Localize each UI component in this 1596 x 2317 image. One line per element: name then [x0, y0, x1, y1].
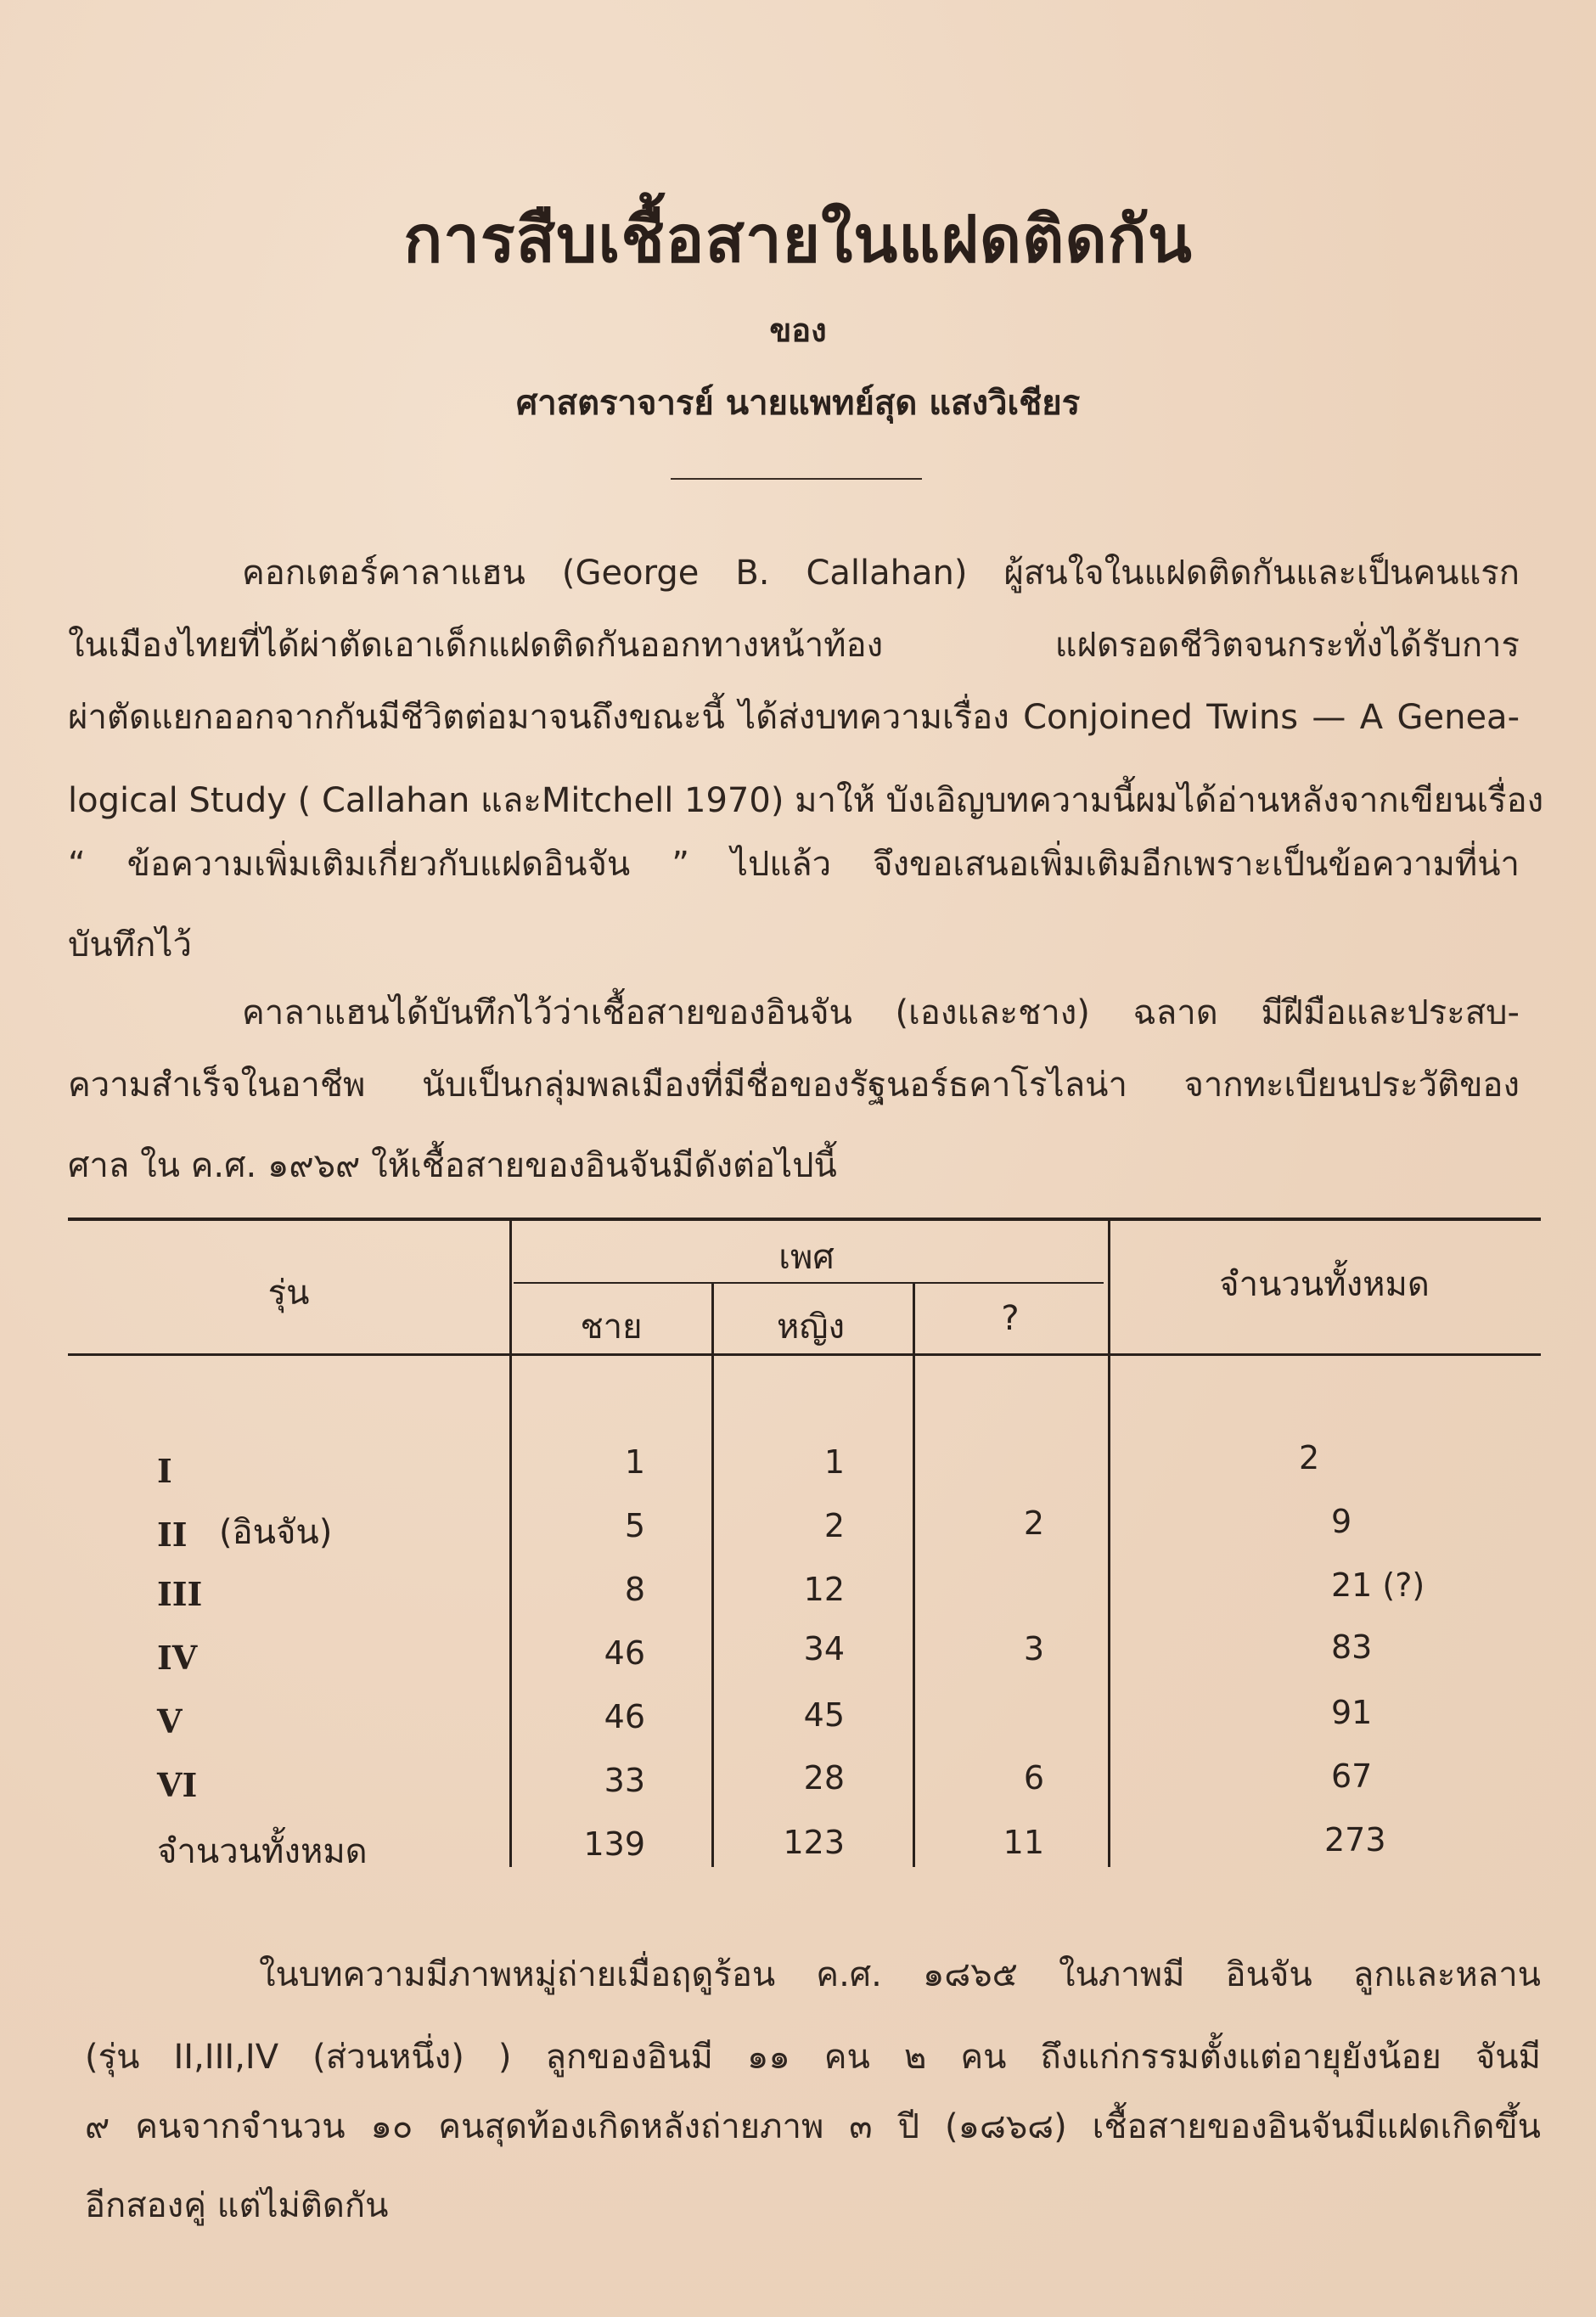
- male-count: 5: [624, 1507, 645, 1544]
- female-count: 28: [803, 1759, 845, 1797]
- total-count: 2: [1299, 1439, 1320, 1476]
- generation-label: IV: [157, 1639, 198, 1677]
- paragraph-3-line: ๙ คนจากจำนวน ๑๐ คนสุดท้องเกิดหลังถ่ายภาพ ๓ ปี (๑๘๖๘) เชื้อสายของอินจันมีแฝดเกิดขึ้น: [85, 2107, 1541, 2146]
- female-count: 34: [803, 1630, 845, 1667]
- generation-label: I: [157, 1452, 172, 1490]
- male-total: 139: [583, 1825, 645, 1863]
- article-title: การสืบเชื้อสายในแฝดติดกัน: [403, 201, 1193, 277]
- female-count: 45: [803, 1696, 845, 1734]
- total-count: 9: [1331, 1503, 1352, 1540]
- grand-total: 273: [1324, 1821, 1386, 1859]
- total-count: 83: [1331, 1628, 1373, 1666]
- total-count: 91: [1331, 1694, 1373, 1731]
- male-count: 33: [604, 1762, 645, 1799]
- paragraph-3-line: ในบทความมีภาพหมู่ถ่ายเมื่อฤดูร้อน ค.ศ. ๑๘๖๕ ในภาพมี อินจัน ลูกและหลาน: [259, 1955, 1541, 1994]
- table-top-rule: [68, 1218, 1541, 1221]
- male-count: 8: [624, 1571, 645, 1608]
- total-count: 67: [1331, 1757, 1373, 1795]
- header-sex: เพศ: [778, 1238, 835, 1277]
- male-count: 1: [624, 1443, 645, 1481]
- header-unknown: ?: [1001, 1299, 1020, 1338]
- unknown-count: 6: [1023, 1759, 1044, 1797]
- paragraph-1-line: logical Study ( Callahan และMitchell 1970) มาให้ บังเอิญบทความนี้ผมได้อ่านหลังจากเขียนเรื่อง: [68, 781, 1544, 820]
- table-divider: [1108, 1218, 1110, 1867]
- paragraph-1-line: “ ข้อความเพิ่มเติมเกี่ยวกับแฝดอินจัน ” ไปแล้ว จึงขอเสนอเพิ่มเติมอีกเพราะเป็นข้อความที่น่า: [68, 845, 1520, 884]
- header-female: หญิง: [777, 1308, 845, 1347]
- header-total: จำนวนทั้งหมด: [1219, 1265, 1430, 1304]
- female-count: 12: [803, 1571, 845, 1608]
- table-header-rule: [68, 1353, 1541, 1356]
- generation-label: VI: [157, 1766, 198, 1804]
- header-male: ชาย: [580, 1308, 643, 1347]
- female-total: 123: [783, 1824, 845, 1861]
- table-divider: [711, 1284, 714, 1867]
- total-count: 21 (?): [1331, 1566, 1425, 1604]
- unknown-total: 11: [1003, 1824, 1044, 1861]
- paragraph-1-line: คอกเตอร์คาลาแฮน (George B. Callahan) ผู้สนใจในแฝดติดกันและเป็นคนแรก: [242, 554, 1520, 593]
- generation-label: III: [157, 1575, 203, 1613]
- unknown-count: 3: [1023, 1630, 1044, 1667]
- paragraph-1-line: ผ่าตัดแยกออกจากกันมีชีวิตต่อมาจนถึงขณะนี้ ได้ส่งบทความเรื่อง Conjoined Twins — A Genea-: [68, 698, 1520, 737]
- paragraph-3-line: อีกสองคู่ แต่ไม่ติดกัน: [85, 2186, 389, 2225]
- title-divider: [671, 478, 922, 480]
- paragraph-3-line: (รุ่น II,III,IV (ส่วนหนึ่ง) ) ลูกของอินมี ๑๑ คน ๒ คน ถึงแก่กรรมตั้งแต่อายุยังน้อย จันมี: [85, 2038, 1541, 2077]
- paragraph-1-line: ในเมืองไทยที่ได้ผ่าตัดเอาเด็กแฝดติดกันออกทางหน้าท้อง แฝดรอดชีวิตจนกระทั่งได้รับการ: [68, 626, 1520, 665]
- table-divider: [913, 1284, 915, 1867]
- paragraph-1-line: บันทึกไว้: [68, 925, 192, 964]
- total-row-label: จำนวนทั้งหมด: [157, 1832, 368, 1871]
- generation-note: (อินจัน): [219, 1513, 333, 1552]
- author-name: ศาสตราจารย์ นายแพทย์สุด แสงวิเชียร: [515, 384, 1081, 423]
- generation-label: II: [157, 1516, 188, 1554]
- paragraph-2-line: คาลาแฮนได้บันทึกไว้ว่าเชื้อสายของอินจัน (เองและชาง) ฉลาด มีฝีมือและประสบ-: [242, 993, 1520, 1032]
- male-count: 46: [604, 1634, 645, 1672]
- male-count: 46: [604, 1698, 645, 1735]
- generation-label: V: [157, 1702, 183, 1741]
- paragraph-2-line: ศาล ใน ค.ศ. ๑๙๖๙ ให้เชื้อสายของอินจันมีดังต่อไปนี้: [68, 1146, 837, 1185]
- paragraph-2-line: ความสำเร็จในอาชีพ นับเป็นกลุ่มพลเมืองที่มีชื่อของรัฐนอร์ธคาโรไลน่า จากทะเบียนประวัติของ: [68, 1066, 1520, 1105]
- female-count: 1: [823, 1443, 845, 1481]
- table-divider: [509, 1218, 512, 1867]
- byline-of: ของ: [769, 312, 827, 349]
- female-count: 2: [823, 1507, 845, 1544]
- header-generation: รุ่น: [267, 1274, 310, 1313]
- unknown-count: 2: [1023, 1504, 1044, 1542]
